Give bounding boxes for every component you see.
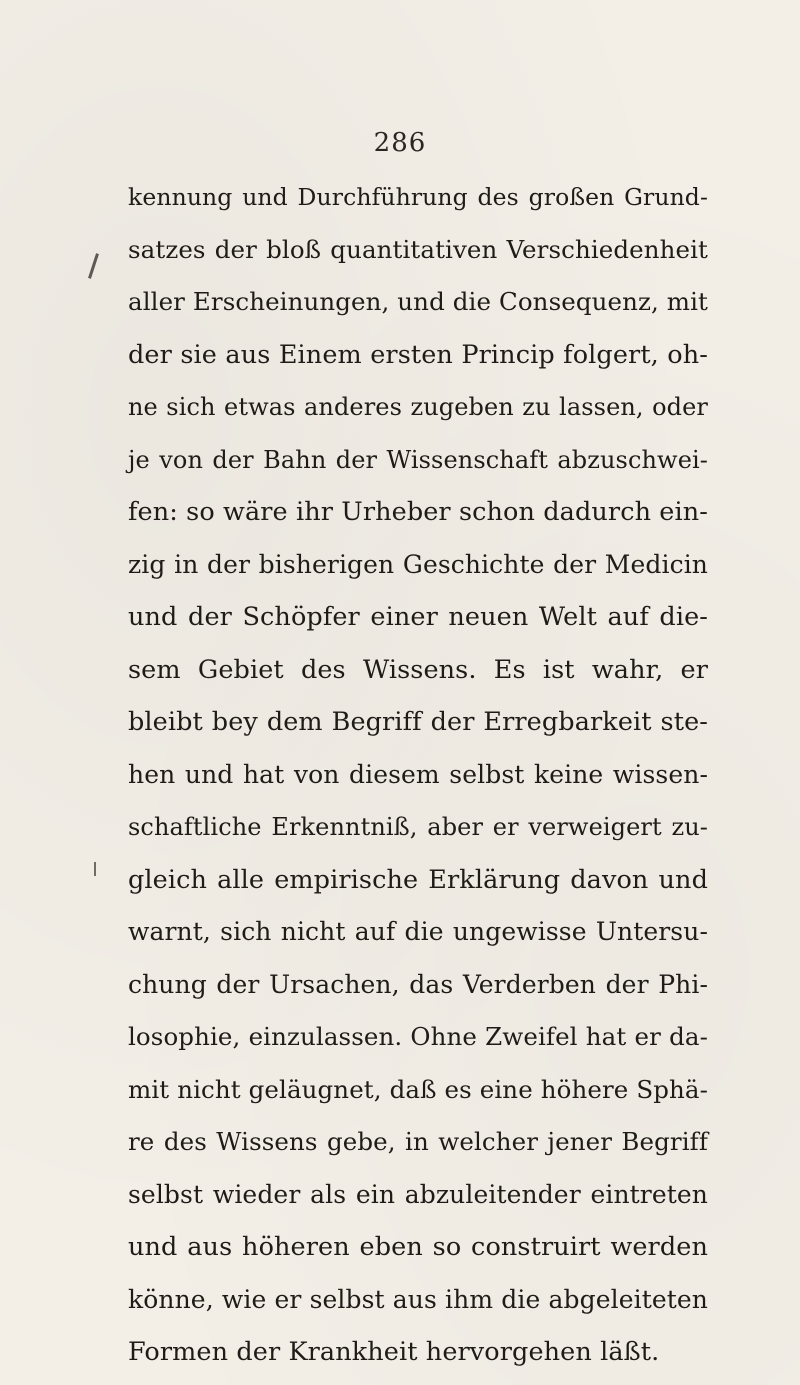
text-line: selbst wieder als ein abzuleitender eintreten (128, 1179, 708, 1209)
text-line: satzes der bloß quantitativen Verschiedenheit (128, 234, 708, 264)
text-line: zig in der bisherigen Geschichte der Medicin (128, 549, 708, 579)
margin-pencil-mark-2 (94, 862, 96, 876)
text-line: warnt, sich nicht auf die ungewisse Untersu- (128, 917, 708, 946)
text-line: fen: so wäre ihr Urheber schon dadurch ein- (128, 497, 708, 527)
text-line: ne sich etwas anderes zugeben zu lassen, oder (128, 393, 708, 421)
text-line: sem Gebiet des Wissens. Es ist wahr, er (128, 654, 708, 685)
page-number: 286 (373, 128, 427, 158)
text-line: bleibt bey dem Begriff der Erregbarkeit ste- (128, 707, 708, 737)
text-line: könne, wie er selbst aus ihm die abgeleiteten (128, 1284, 708, 1314)
text-line: gleich alle empirische Erklärung davon und (128, 864, 708, 895)
text-line: schaftliche Erkenntniß, aber er verweigert zu- (128, 813, 708, 841)
text-line: aller Erscheinungen, und die Consequenz, mit (128, 287, 708, 316)
text-line: chung der Ursachen, das Verderben der Phi- (128, 969, 708, 999)
text-line: je von der Bahn der Wissenschaft abzuschwei- (128, 445, 708, 474)
text-line: kennung und Durchführung des großen Grund- (128, 183, 708, 211)
text-line: Formen der Krankheit hervorgehen läßt. (128, 1337, 660, 1367)
text-line: mit nicht geläugnet, daß es eine höhere Sphä- (128, 1074, 708, 1104)
text-line: re des Wissens gebe, in welcher jener Begriff (128, 1127, 708, 1156)
body-text (128, 171, 708, 1379)
text-line: losophie, einzulassen. Ohne Zweifel hat er da- (128, 1022, 708, 1051)
text-line: der sie aus Einem ersten Princip folgert, oh- (128, 339, 708, 370)
margin-pencil-mark (88, 253, 99, 279)
text-line: und aus höheren eben so construirt werden (128, 1232, 708, 1262)
text-line: hen und hat von diesem selbst keine wissen- (128, 759, 708, 789)
text-line: und der Schöpfer einer neuen Welt auf die- (128, 602, 708, 632)
